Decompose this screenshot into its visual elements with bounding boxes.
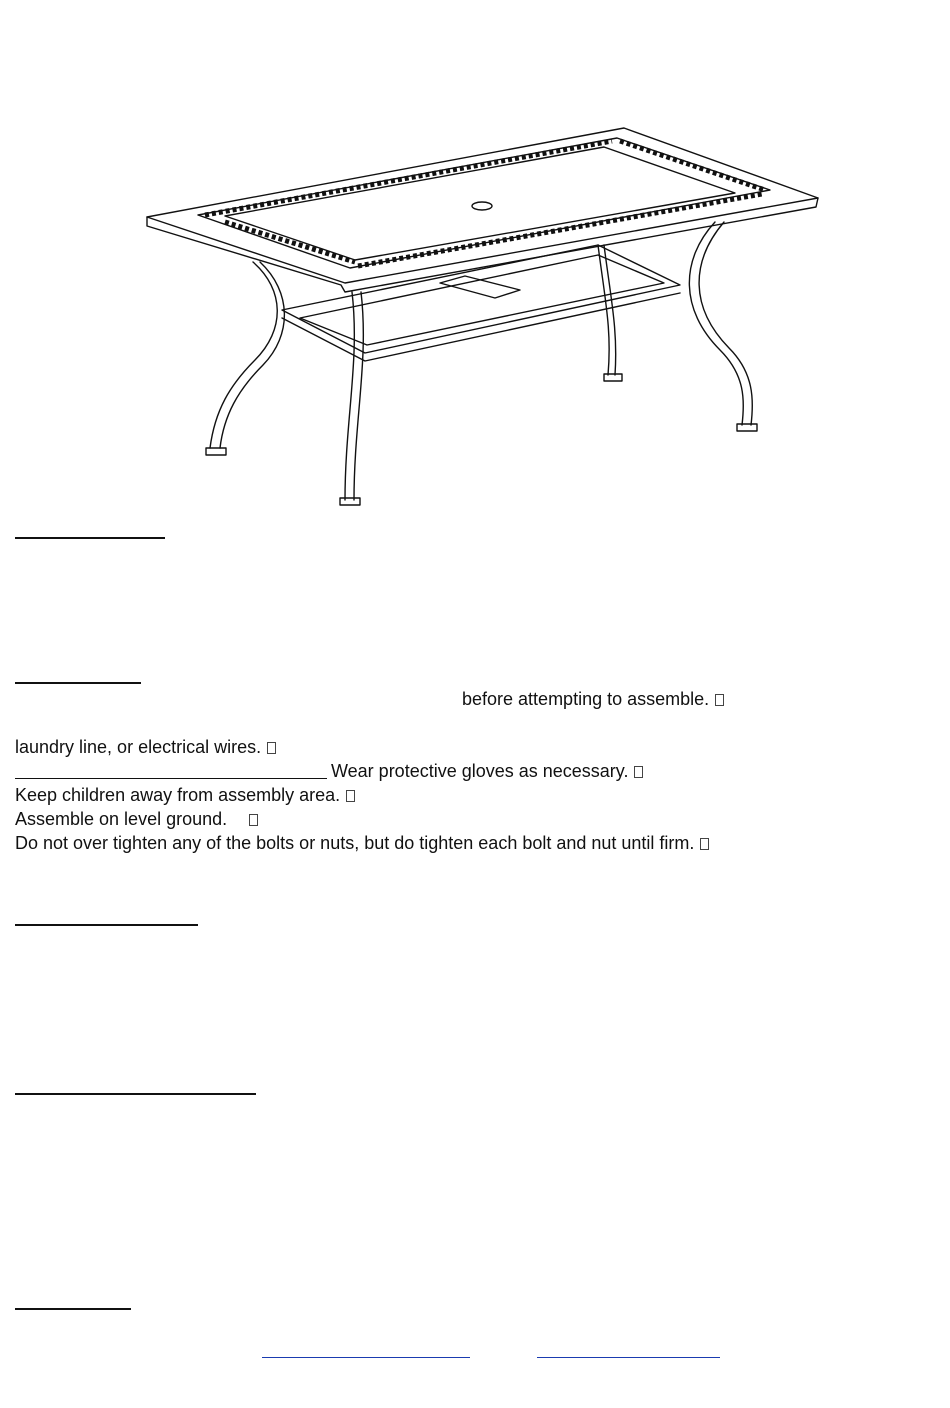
warning-line-5 <box>15 808 258 830</box>
section-heading-rule-1 <box>15 537 165 539</box>
patio-table-illustration <box>140 120 830 515</box>
warning-line-6 <box>15 832 709 854</box>
unknown-glyph-icon <box>346 790 355 802</box>
section-heading-rule-3 <box>15 924 198 926</box>
unknown-glyph-icon <box>634 766 643 778</box>
link-underline-2[interactable] <box>537 1357 720 1358</box>
warning-text-6: Do not over tighten any of the bolts or nuts, but do tighten each bolt and nut until firm. <box>15 833 695 853</box>
warning-line-2 <box>15 736 276 758</box>
section-heading-rule-4 <box>15 1093 256 1095</box>
section-heading-rule-5 <box>15 1308 131 1310</box>
warning-line-3 <box>15 760 643 782</box>
warning-text-5: Assemble on level ground. <box>15 809 228 829</box>
warning-text-2: laundry line, or electrical wires. <box>15 737 262 757</box>
blank-underline <box>15 762 327 779</box>
warning-text-1: before attempting to assemble. <box>462 689 710 709</box>
link-underline-1[interactable] <box>262 1357 470 1358</box>
warning-text-4: Keep children away from assembly area. <box>15 785 341 805</box>
warning-line-4 <box>15 784 355 806</box>
warning-text-3: Wear protective gloves as necessary. <box>331 761 629 781</box>
unknown-glyph-icon <box>249 814 258 826</box>
warning-line-1 <box>462 688 724 710</box>
section-heading-rule-2 <box>15 682 141 684</box>
unknown-glyph-icon <box>267 742 276 754</box>
unknown-glyph-icon <box>715 694 724 706</box>
unknown-glyph-icon <box>700 838 709 850</box>
